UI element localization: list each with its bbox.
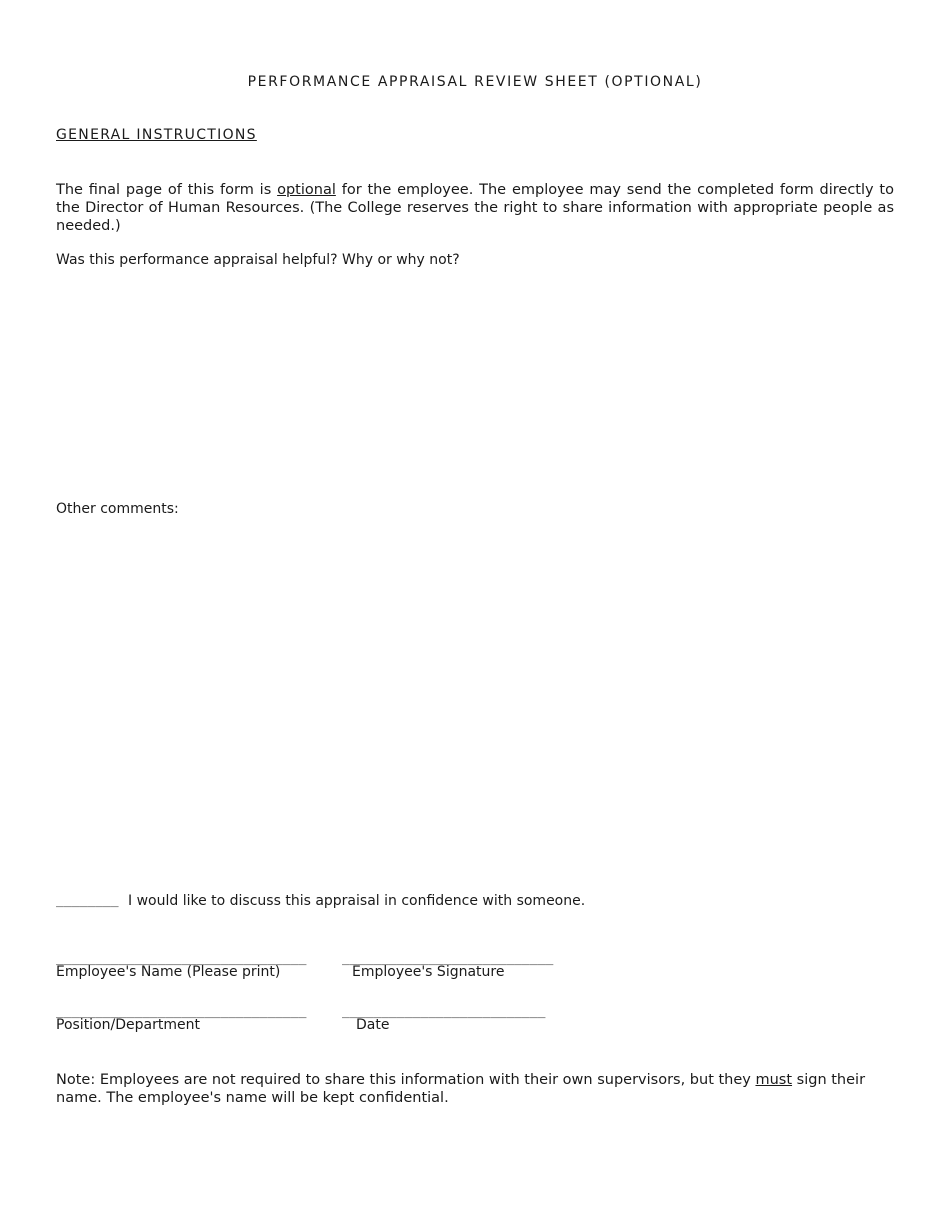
intro-text-end: for the employee. The employee may send the completed form directly to the Director of Human Resources. (The College reserves the right to share information with appropriate people as needed.) [56, 182, 894, 234]
position-department-label: Position/Department [56, 1017, 200, 1033]
intro-paragraph [56, 181, 894, 235]
question-helpful: Was this performance appraisal helpful? Why or why not? [56, 252, 460, 268]
date-label: Date [356, 1017, 390, 1033]
employee-signature-line[interactable]: ___________________________ [342, 951, 554, 966]
note-text-end: sign their name. The employee's name will be kept confidential. [56, 1072, 866, 1106]
position-department-line[interactable]: ________________________________ [56, 1004, 307, 1019]
discuss-text: I would like to discuss this appraisal in confidence with someone. [128, 893, 586, 909]
note-emphasis: must [755, 1072, 793, 1088]
page-title: PERFORMANCE APPRAISAL REVIEW SHEET (OPTIONAL) [247, 74, 703, 90]
discuss-check-blank[interactable]: ________ [56, 893, 119, 908]
confidentiality-note [56, 1071, 896, 1107]
note-text-start: Note: Employees are not required to share this information with their own supervisors, but they [56, 1072, 756, 1088]
employee-signature-label: Employee's Signature [352, 964, 505, 980]
intro-text-start: The final page of this form is [56, 182, 278, 198]
date-line[interactable]: __________________________ [342, 1004, 546, 1019]
employee-name-label: Employee's Name (Please print) [56, 964, 281, 980]
section-heading: GENERAL INSTRUCTIONS [56, 127, 257, 143]
question-other-comments: Other comments: [56, 501, 179, 517]
intro-emphasis: optional [277, 182, 336, 198]
employee-name-line[interactable]: ________________________________ [56, 951, 307, 966]
